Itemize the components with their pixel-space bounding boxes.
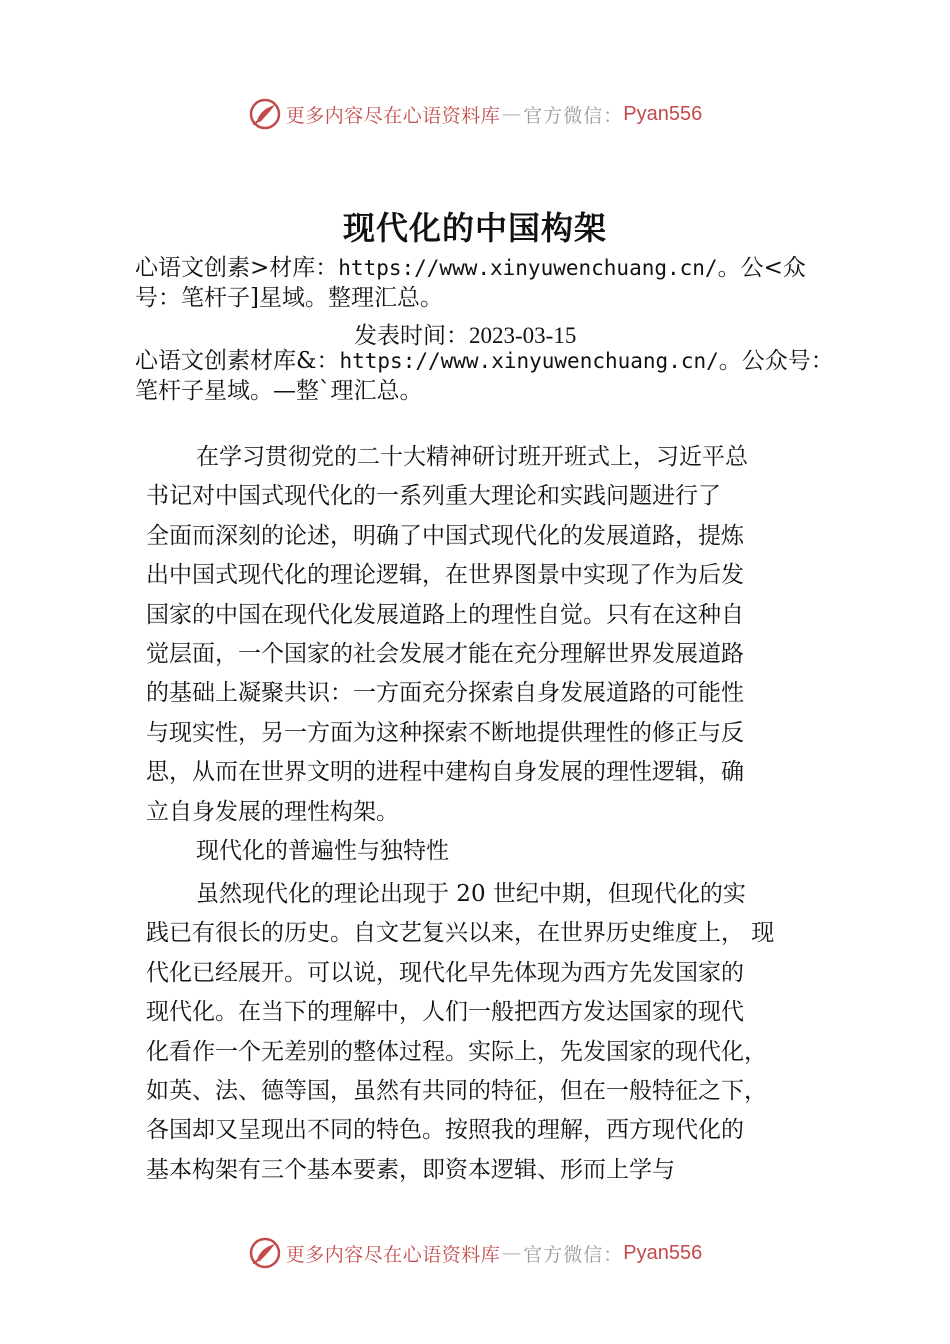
source-2-line2: 笔杆子星域。—整`理汇总。	[135, 378, 423, 404]
paragraph-line: 各国却又呈现出不同的特色。按照我的理解，西方现代化的	[146, 1117, 744, 1144]
source-notice-1	[135, 253, 855, 313]
source-1-suffix: 。公<众	[717, 255, 806, 281]
banner-separator: —	[502, 1242, 522, 1264]
publish-date-label: 发表时间：	[354, 323, 469, 349]
source-1-url: https://www.xinyuwenchuang.cn/	[338, 256, 718, 280]
banner-wechat-label: 官方微信：	[523, 104, 624, 127]
source-2-url: https://www.xinyuwenchuang.cn/	[339, 349, 719, 373]
header-banner	[0, 94, 950, 134]
banner-wechat-label: 官方微信：	[523, 1243, 624, 1266]
paragraph-line: 与现实性，另一方面为这种探索不断地提供理性的修正与反	[146, 719, 744, 746]
banner-separator: —	[502, 103, 522, 125]
paragraph-line: 虽然现代化的理论出现于 20 世纪中期，但现代化的实	[196, 881, 746, 907]
paragraph-line: 现代化。在当下的理解中，人们一般把西方发达国家的现代	[146, 999, 744, 1026]
banner-wechat-id: Pyan556	[623, 102, 703, 125]
paragraph-line: 思，从而在世界文明的进程中建构自身发展的理性逻辑，确	[146, 759, 744, 786]
banner-wechat-id: Pyan556	[623, 1241, 703, 1264]
banner-text: 更多内容尽在心语资料库	[285, 104, 501, 127]
paragraph-line: 践已有很长的历史。自文艺复兴以来，在世界历史维度上， 现	[146, 920, 775, 947]
source-notice-2	[135, 346, 855, 406]
paragraph-line: 全面而深刻的论述，明确了中国式现代化的发展道路，提炼	[146, 522, 744, 549]
paragraph-line: 国家的中国在现代化发展道路上的理性自觉。只有在这种自	[146, 601, 744, 628]
paragraph-2	[146, 875, 818, 1190]
paragraph-1	[146, 438, 818, 871]
footer-banner	[0, 1233, 950, 1273]
paragraph-line: 出中国式现代化的理论逻辑，在世界图景中实现了作为后发	[146, 562, 744, 589]
paragraph-line: 代化已经展开。可以说，现代化早先体现为西方先发国家的	[146, 959, 744, 986]
paragraph-line: 觉层面，一个国家的社会发展才能在充分理解世界发展道路	[146, 641, 744, 668]
paragraph-line: 基本构架有三个基本要素，即资本逻辑、形而上学与	[146, 1156, 675, 1183]
paragraph-line: 书记对中国式现代化的一系列重大理论和实践问题进行了	[146, 483, 721, 510]
source-2-prefix: 心语文创素材库&：	[135, 348, 340, 374]
paragraph-line: 化看作一个无差别的整体过程。实际上，先发国家的现代化，	[146, 1038, 767, 1065]
banner-text: 更多内容尽在心语资料库	[285, 1243, 501, 1266]
paragraph-line: 的基础上凝聚共识：一方面充分探索自身发展道路的可能性	[146, 680, 744, 707]
paragraph-line: 立自身发展的理性构架。	[146, 798, 399, 825]
section-heading: 现代化的普遍性与独特性	[196, 838, 449, 865]
document-title: 现代化的中国构架	[342, 209, 607, 247]
source-1-prefix: 心语文创素>材库：	[135, 255, 339, 281]
source-1-line2: 号：笔杆子]星域。整理汇总。	[135, 285, 443, 311]
paragraph-line: 如英、法、德等国，虽然有共同的特征，但在一般特征之下，	[146, 1078, 767, 1105]
brand-logo-icon	[248, 97, 282, 131]
source-2-suffix: 。公众号：	[718, 348, 834, 374]
brand-logo-icon	[248, 1236, 282, 1270]
paragraph-line: 在学习贯彻党的二十大精神研讨班开班式上，习近平总	[196, 444, 748, 470]
publish-date-value: 2023-03-15	[469, 323, 577, 348]
